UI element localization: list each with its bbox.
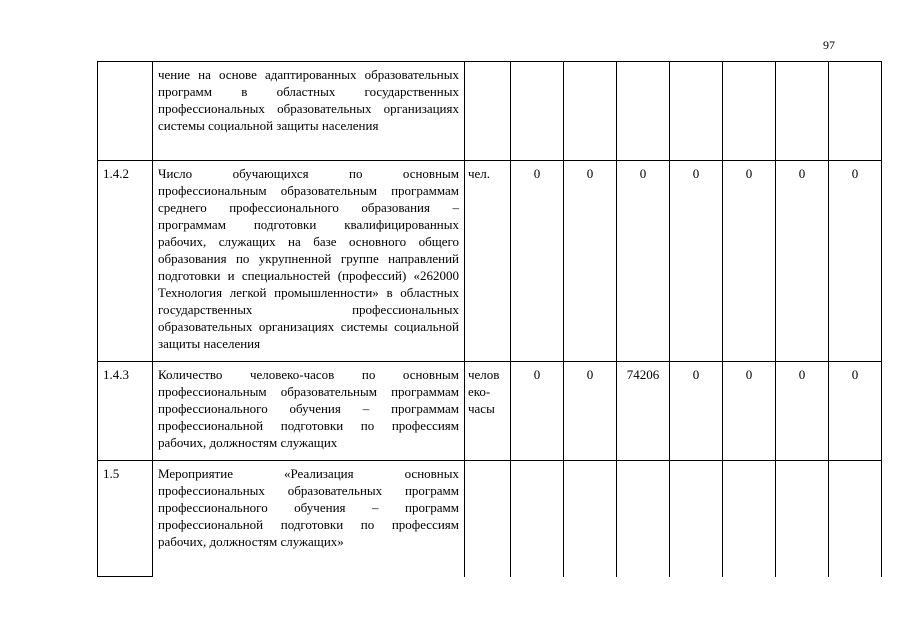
- row-unit: чел.: [465, 161, 511, 362]
- page-number: 97: [823, 38, 835, 52]
- row-value: [723, 461, 776, 577]
- row-description: чение на основе адаптированных образовательных программ в областных государственных профессиональных образовательных организациях системы социальной защиты населения: [153, 62, 465, 161]
- row-value: [564, 62, 617, 161]
- row-value: 0: [776, 362, 829, 461]
- row-value: [670, 62, 723, 161]
- row-code: 1.5: [98, 461, 153, 577]
- row-code: [98, 62, 153, 161]
- row-value: 0: [670, 161, 723, 362]
- row-code: 1.4.2: [98, 161, 153, 362]
- row-description: Число обучающихся по основным профессиональным образовательным программам среднего профессионального образования – программам подготовки квалифицированных рабочих, служащих на базе основного общего образования по укрупненной группе направлений подготовки и специальностей (профессий) «262000 Технология легкой промышленности» в областных государственных профессиональных образовательных организациях системы социальной защиты населения: [153, 161, 465, 362]
- row-value: [670, 461, 723, 577]
- row-value: [564, 461, 617, 577]
- row-unit: [465, 62, 511, 161]
- table-row: [98, 461, 882, 577]
- row-description: Количество человеко-часов по основным профессиональным образовательным программам профессионального обучения – программам профессиональной подготовки по профессиям рабочих, должностям служащих: [153, 362, 465, 461]
- row-value: [723, 62, 776, 161]
- row-value: 0: [617, 161, 670, 362]
- row-value: [829, 62, 882, 161]
- row-value: [776, 461, 829, 577]
- row-value: [829, 461, 882, 577]
- row-value: 0: [564, 161, 617, 362]
- row-unit: челов еко-часы: [465, 362, 511, 461]
- table-row: [98, 362, 882, 461]
- table-row: [98, 62, 882, 161]
- indicators-table: [97, 61, 882, 577]
- row-value: 0: [829, 362, 882, 461]
- row-value: [617, 62, 670, 161]
- row-value: 0: [723, 362, 776, 461]
- row-value: 0: [564, 362, 617, 461]
- row-value: 0: [829, 161, 882, 362]
- row-value: 0: [776, 161, 829, 362]
- row-value: 0: [723, 161, 776, 362]
- table-row: [98, 161, 882, 362]
- row-value: 0: [511, 362, 564, 461]
- row-value: [511, 62, 564, 161]
- row-value: 74206: [617, 362, 670, 461]
- row-value: [776, 62, 829, 161]
- row-value: 0: [670, 362, 723, 461]
- row-value: 0: [511, 161, 564, 362]
- row-value: [511, 461, 564, 577]
- row-value: [617, 461, 670, 577]
- row-description: Мероприятие «Реализация основных профессиональных образовательных программ профессионального обучения – программ профессиональной подготовки по профессиям рабочих, должностям служащих»: [153, 461, 465, 577]
- row-unit: [465, 461, 511, 577]
- row-code: 1.4.3: [98, 362, 153, 461]
